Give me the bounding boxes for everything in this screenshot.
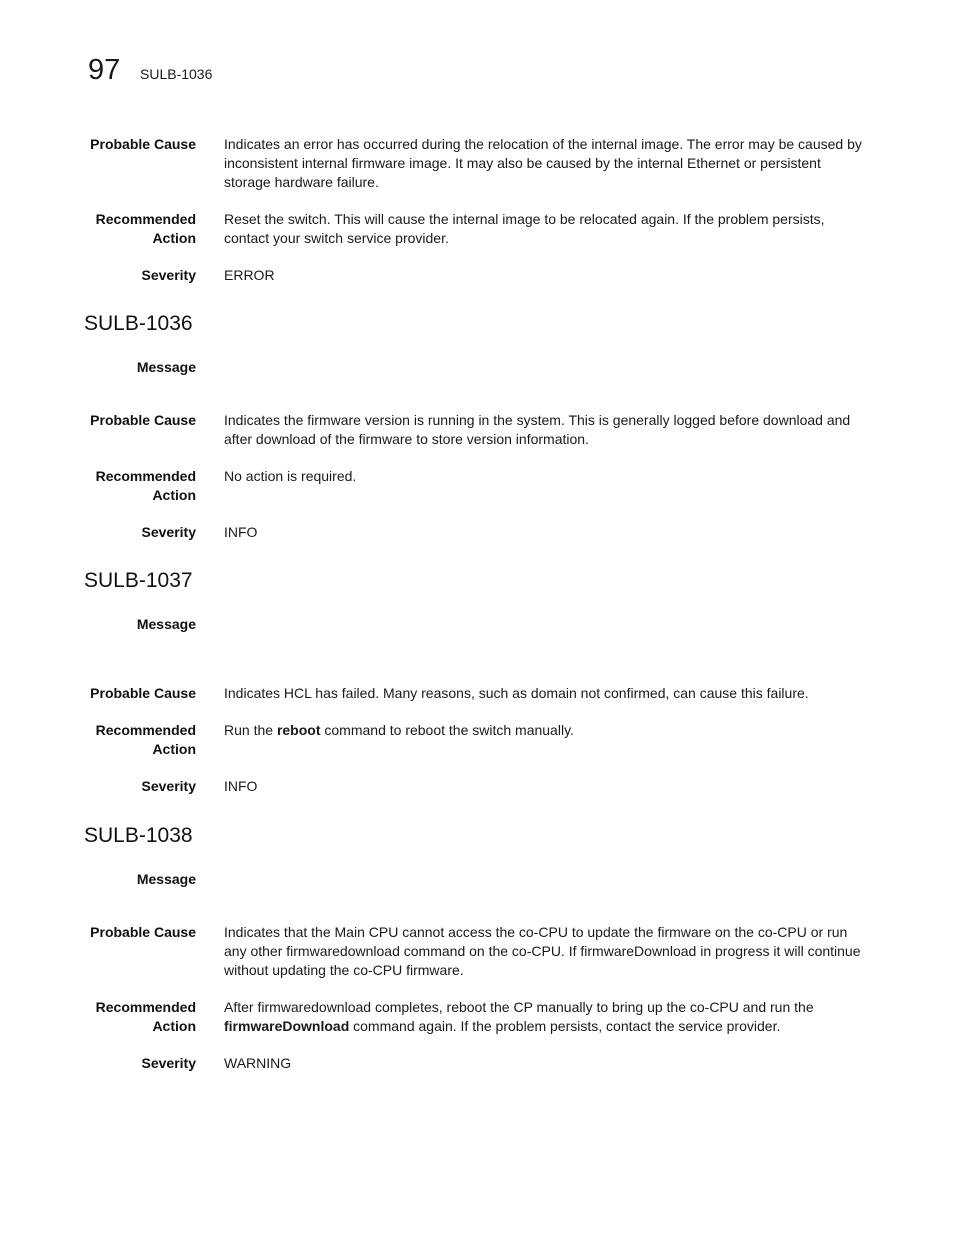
severity-label: Severity [141, 267, 196, 283]
severity-value: ERROR [224, 267, 275, 283]
message-label: Message [136, 616, 196, 632]
recommended-action-label: Recommended Action [95, 999, 196, 1034]
probable-cause-text: Indicates the firmware version is running in the system. This is generally logged before download and after download of the firmware to store version information. [224, 412, 851, 447]
message-label: Message [136, 871, 196, 887]
probable-cause-label: Probable Cause [90, 136, 196, 152]
probable-cause-label: Probable Cause [90, 685, 196, 701]
recommended-action-text: Reset the switch. This will cause the internal image to be relocated again. If the problem persists, contact your switch service provider. [224, 211, 825, 246]
probable-cause-label: Probable Cause [90, 924, 196, 940]
section-title-sulb-1036: SULB-1036 [84, 312, 193, 335]
probable-cause-text: Indicates HCL has failed. Many reasons, such as domain not confirmed, can cause this failure. [224, 685, 809, 701]
recommended-action-text: Run the reboot command to reboot the switch manually. [224, 722, 574, 738]
command-reboot: reboot [276, 722, 321, 738]
probable-cause-text: Indicates an error has occurred during the relocation of the internal image. The error may be caused by inconsistent internal firmware image. It may also be caused by the internal Ethernet or persistent storage hardware failure. [224, 136, 862, 190]
chapter-number: 97 [88, 54, 121, 86]
section-title-sulb-1038: SULB-1038 [84, 824, 193, 847]
probable-cause-label: Probable Cause [90, 412, 196, 428]
recommended-action-text: No action is required. [224, 468, 357, 484]
severity-value: WARNING [224, 1055, 292, 1071]
severity-value: INFO [224, 778, 258, 794]
recommended-action-label: Recommended Action [95, 211, 196, 246]
severity-value: INFO [224, 524, 258, 540]
command-firmwaredownload: firmwareDownload [224, 1018, 350, 1034]
recommended-action-label: Recommended Action [95, 722, 196, 757]
severity-label: Severity [141, 524, 196, 540]
running-header-title: SULB-1036 [140, 66, 213, 82]
severity-label: Severity [141, 778, 196, 794]
recommended-action-label: Recommended Action [95, 468, 196, 503]
probable-cause-text: Indicates that the Main CPU cannot access the co-CPU to update the firmware on the co-CPU or run any other firmwaredownload command on the co-CPU. If firmwareDownload in progress it will continue without updating the co-CPU firmware. [224, 924, 861, 978]
severity-label: Severity [141, 1055, 196, 1071]
section-title-sulb-1037: SULB-1037 [84, 569, 193, 592]
message-label: Message [136, 359, 196, 375]
recommended-action-text: After firmwaredownload completes, reboot the CP manually to bring up the co-CPU and run the firmwareDownload command again. If the problem persists, contact the service provider. [224, 999, 814, 1034]
